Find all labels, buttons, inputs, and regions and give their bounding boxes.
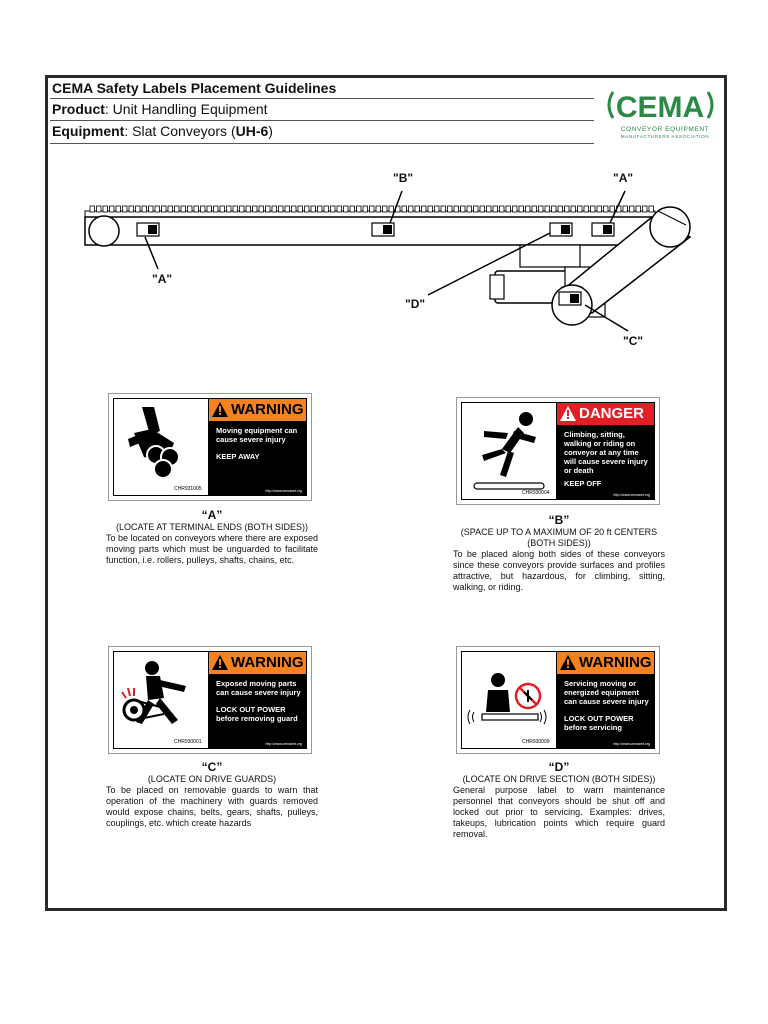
warning-label-d (456, 646, 660, 754)
product-value: : Unit Handling Equipment (104, 101, 268, 117)
label-description-d (453, 760, 665, 840)
callout-b: "B" (393, 171, 414, 185)
danger-label-b (456, 397, 660, 505)
alert-triangle-icon (560, 655, 576, 670)
slat (383, 206, 388, 212)
alert-triangle-icon (560, 406, 576, 421)
slat (474, 206, 479, 212)
cema-logo-word: CEMA (615, 91, 705, 122)
slat (350, 206, 355, 212)
slat (487, 206, 492, 212)
slat (526, 206, 531, 212)
label-letter-d: “D” (548, 760, 570, 774)
signal-word-a: WARNING (231, 401, 304, 418)
signal-word-b: DANGER (579, 405, 645, 422)
slat (142, 206, 147, 212)
slat (493, 206, 498, 212)
label-message-a: Moving equipment can cause severe injury (216, 426, 298, 444)
slat (311, 206, 316, 212)
label-location-b: (SPACE UP TO A MAXIMUM OF 20 ft CENTERS (BOTH SIDES)) (460, 527, 658, 548)
label-action-b: KEEP OFF (564, 479, 602, 488)
slat (298, 206, 303, 212)
header-divider (50, 98, 594, 99)
slat (188, 206, 193, 212)
slat (376, 206, 381, 212)
slat (500, 206, 505, 212)
slat (513, 206, 518, 212)
label-body-c (216, 679, 303, 723)
pictogram-c (114, 652, 208, 748)
warning-label-c (108, 646, 312, 754)
slat (409, 206, 414, 212)
slat (259, 206, 264, 212)
equipment-label: Equipment (52, 123, 125, 139)
label-description-c (106, 760, 318, 829)
alert-triangle-icon (212, 655, 228, 670)
slat (318, 206, 323, 212)
equipment-line (52, 123, 273, 139)
slat (428, 206, 433, 212)
slat (344, 206, 349, 212)
slat (422, 206, 427, 212)
warning-label-a (108, 393, 312, 501)
slat (565, 206, 570, 212)
slat (220, 206, 225, 212)
callout-a-right: "A" (613, 171, 634, 185)
label-url-a: http://www.cemanet.org (265, 489, 302, 493)
label-description-b (453, 513, 665, 593)
slat (552, 206, 557, 212)
slat (480, 206, 485, 212)
pictogram-a (114, 399, 208, 495)
slat (571, 206, 576, 212)
slat (240, 206, 245, 212)
logo-line-2: MANUFACTURERS ASSOCIATION (620, 134, 710, 139)
slat (643, 206, 648, 212)
label-letter-a: “A” (201, 508, 223, 522)
callout-a-left: "A" (152, 272, 173, 286)
slat (233, 206, 238, 212)
label-location-a: (LOCATE AT TERMINAL ENDS (BOTH SIDES)) (115, 522, 309, 532)
signal-word-c: WARNING (231, 654, 304, 671)
slat (389, 206, 394, 212)
slat (331, 206, 336, 212)
slat (324, 206, 329, 212)
slat (201, 206, 206, 212)
servicing-equipment-icon (462, 652, 556, 750)
slat (90, 206, 95, 212)
slat (370, 206, 375, 212)
slat (227, 206, 232, 212)
signal-word-d: WARNING (579, 654, 652, 671)
slat (545, 206, 550, 212)
slat (636, 206, 641, 212)
slat (155, 206, 160, 212)
slat (136, 206, 141, 212)
logo-line-1: CONVEYOR EQUIPMENT (620, 126, 710, 133)
slat (149, 206, 154, 212)
slat (103, 206, 108, 212)
slat (123, 206, 128, 212)
label-text-a: To be located on conveyors where there are exposed moving parts which must be unguarded to facilitate function, i.e. rollers, pulleys, shafts, chains, etc. (106, 533, 318, 565)
slat (279, 206, 284, 212)
slat (506, 206, 511, 212)
product-line (52, 101, 268, 117)
slat (441, 206, 446, 212)
product-label: Product (52, 101, 105, 117)
header-divider (50, 120, 594, 121)
label-body-b (564, 430, 651, 488)
slat (207, 206, 212, 212)
person-falling-icon (462, 403, 556, 501)
label-message-b: Climbing, sitting, walking or riding on conveyor at any time will cause severe injury or death (564, 430, 648, 475)
slat (292, 206, 297, 212)
slat (305, 206, 310, 212)
slat (597, 206, 602, 212)
slat (461, 206, 466, 212)
equipment-value-pre: : Slat Conveyors ( (124, 123, 236, 139)
label-letter-b: “B” (548, 513, 570, 527)
slat (253, 206, 258, 212)
slat (623, 206, 628, 212)
slat (357, 206, 362, 212)
callout-c: "C" (623, 334, 644, 348)
label-url-b: http://www.cemanet.org (613, 493, 650, 497)
label-action-a: KEEP AWAY (216, 452, 260, 461)
label-location-d: (LOCATE ON DRIVE SECTION (BOTH SIDES)) (462, 774, 656, 784)
label-text-c: To be placed on removable guards to warn that operation of the machinery with guards removed would expose chains, belts, gears, shafts, pulleys, couplings, etc. which create hazards (106, 785, 318, 828)
label-url-c: http://www.cemanet.org (265, 742, 302, 746)
callout-d: "D" (405, 297, 426, 311)
header-divider (50, 143, 594, 144)
slat (363, 206, 368, 212)
cema-logo-mark (603, 88, 718, 122)
hand-entanglement-icon (114, 399, 208, 497)
label-letter-c: “C” (201, 760, 223, 774)
alert-triangle-icon (212, 402, 228, 417)
signal-header-d (557, 652, 654, 674)
cema-logo (603, 88, 718, 143)
document-title: CEMA Safety Labels Placement Guidelines (52, 80, 337, 96)
signal-header-a (209, 399, 306, 421)
slat (532, 206, 537, 212)
equipment-value-post: ) (268, 123, 273, 139)
slat (266, 206, 271, 212)
slat (162, 206, 167, 212)
label-location-c: (LOCATE ON DRIVE GUARDS) (147, 774, 277, 784)
slats (90, 206, 654, 212)
label-code-c: CHR930001 (174, 739, 202, 745)
slat (415, 206, 420, 212)
slat (272, 206, 277, 212)
signal-header-c (209, 652, 306, 674)
pictogram-b (462, 403, 556, 499)
slat (649, 206, 654, 212)
label-message-d: Servicing moving or energized equipment can cause severe injury (564, 679, 649, 706)
slat (435, 206, 440, 212)
label-message-c: Exposed moving parts can cause severe injury (216, 679, 301, 697)
slat (610, 206, 615, 212)
exposed-belt-drive-icon (114, 652, 208, 750)
slat (175, 206, 180, 212)
slat (604, 206, 609, 212)
label-code-b: CHR930004 (522, 490, 550, 496)
slat (116, 206, 121, 212)
label-text-b: To be placed along both sides of these conveyors since these conveyors provide surfaces and profiles attractive, but hazardous, for climbing, sitting, walking, or riding. (453, 549, 665, 592)
slat (337, 206, 342, 212)
signal-header-b (557, 403, 654, 425)
conveyor-diagram (80, 185, 700, 355)
slat (448, 206, 453, 212)
slat (129, 206, 134, 212)
slat (519, 206, 524, 212)
slat (454, 206, 459, 212)
slat (110, 206, 115, 212)
slat (591, 206, 596, 212)
slat (539, 206, 544, 212)
label-description-a (106, 508, 318, 566)
slat (578, 206, 583, 212)
slat (246, 206, 251, 212)
slat (285, 206, 290, 212)
pictogram-d (462, 652, 556, 748)
label-code-a: CHR931005 (174, 486, 202, 492)
slat (168, 206, 173, 212)
slat (181, 206, 186, 212)
label-body-d (564, 679, 651, 732)
slat (214, 206, 219, 212)
slat (584, 206, 589, 212)
slat (402, 206, 407, 212)
equipment-code: UH-6 (235, 123, 269, 139)
label-url-d: http://www.cemanet.org (613, 742, 650, 746)
slat (97, 206, 102, 212)
label-text-d: General purpose label to warn maintenance personnel that conveyors should be shut off and locked out prior to servicing. Examples: drives, takeups, lubrication points which require guard removal. (453, 785, 665, 839)
slat (467, 206, 472, 212)
slat (194, 206, 199, 212)
label-code-d: CHR930009 (522, 739, 550, 745)
label-action-d: LOCK OUT POWER before servicing (564, 714, 634, 732)
label-body-a (216, 426, 303, 461)
slat (630, 206, 635, 212)
label-action-c: LOCK OUT POWER before removing guard (216, 705, 298, 723)
slat (558, 206, 563, 212)
